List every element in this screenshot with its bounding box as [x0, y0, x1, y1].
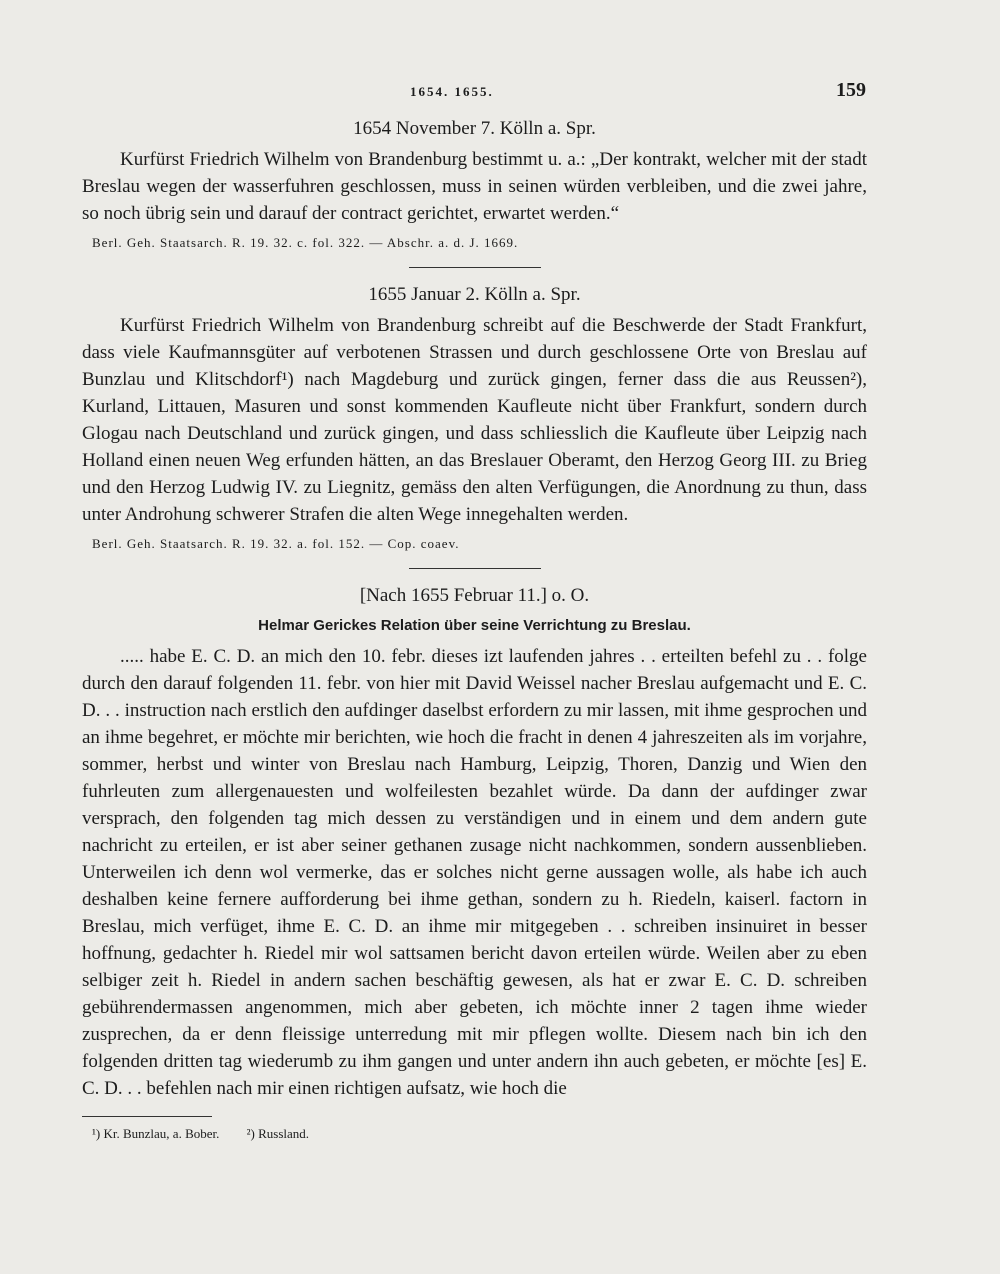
source-citation: Berl. Geh. Staatsarch. R. 19. 32. c. fol. 322. — Abschr. a. d. J. 1669.	[92, 235, 519, 250]
section-divider	[409, 568, 541, 569]
footnote-rule	[82, 1116, 212, 1117]
relation-title: Helmar Gerickes Relation über seine Verrichtung zu Breslau.	[258, 617, 691, 634]
entry-heading: [Nach 1655 Februar 11.] o. O.	[359, 585, 590, 606]
footnote: ²) Russland.	[246, 1126, 310, 1141]
source-citation: Berl. Geh. Staatsarch. R. 19. 32. a. fol. 152. — Cop. coaev.	[92, 536, 460, 551]
page-number: 159	[836, 79, 866, 101]
entry-paragraph: Kurfürst Friedrich Wilhelm von Brandenburg schreibt auf die Beschwerde der Stadt Frankfurt, dass viele Kaufmannsgüter auf verbotenen Strassen und durch geschlossene Orte von Breslau auf Bunzlau und Klitschdorf¹) nach Magdeburg und zurück gingen, ferner dass die aus Reussen²), Kurland, Littauen, Masuren und sonst kommenden Kaufleute nicht über Frankfurt, sondern durch Glogau nach Deutschland und zurück gingen, und dass schliesslich die Kaufleute über Leipzig nach Holland einen neuen Weg erfunden hätten, an das Breslauer Oberamt, den Herzog Georg III. zu Brieg und den Herzog Ludwig IV. zu Liegnitz, gemäss den alten Verfügungen, die Anordnung zu thun, dass unter Androhung schwerer Strafen die alten Wege innegehalten werden.	[82, 315, 867, 525]
footnotes	[82, 1125, 867, 1143]
running-head: 1654. 1655.	[410, 84, 494, 99]
section-divider	[409, 267, 541, 268]
entry-paragraph: ..... habe E. C. D. an mich den 10. febr. dieses izt laufenden jahres . . erteilten befehl zu . . folge durch den darauf folgenden 11. febr. von hier mit David Weissel nacher Breslau aufgemacht und E. C. D. . . instruction nach erstlich den aufdinger daselbst erfordern zu mir lassen, mit ihme gesprochen und an ihme begehret, er möchte mir berichten, wie hoch die fracht in denen 4 jahreszeiten als im vorjahre, sommer, herbst und winter von Breslau nach Hamburg, Leipzig, Thoren, Danzig und Wien den fuhrleuten zum allergenauesten und wolfeilesten bezahlet würde. Da dann der aufdinger zwar versprach, den folgenden tag mich dessen zu verständigen und in einem und dem andern gute nachricht zu erteilen, er ist aber seiner gethanen zusage nicht nachkommen, sondern aussenblieben. Unterweilen ich denn wol vermerke, das er solches nicht gerne aussagen wolle, als habe ich auch deshalben keine fernere aufforderung bei ihme gethan, sondern zu h. Riedeln, kaiserl. factorn in Breslau, mich verfüget, ihme E. C. D. an ihme mir mitgegeben . . schreiben insinuiret in besser hoffnung, gedachter h. Riedel mir wol sattsamen bericht davon erteilen würde. Weilen aber zu eben selbiger zeit h. Riedel in andern sachen beschäftig gewesen, als hat er zwar E. C. D. schreiben gebührendermassen angenommen, mich aber gebeten, ich möchte inner 2 tagen ihme wieder zusprechen, da er denn fleissige unterredung mit mir pflegen wollte. Diesem nach bin ich den folgenden dritten tag wiederumb zu ihm gangen und unter andern ihn auch gebeten, er möchte [es] E. C. D. . . befehlen nach mir einen richtigen aufsatz, wie hoch die	[82, 646, 867, 1099]
entry-paragraph: Kurfürst Friedrich Wilhelm von Brandenburg bestimmt u. a.: „Der kontrakt, welcher mit der stadt Breslau wegen der wasserfuhren geschlossen, muss in seinen würden verbleiben, und die zwei jahre, so noch übrig sein und darauf der contract gerichtet, erwartet werden.“	[82, 149, 867, 224]
footnote: ¹) Kr. Bunzlau, a. Bober.	[92, 1126, 220, 1141]
page-header	[0, 79, 1000, 106]
page-content	[82, 116, 867, 1143]
entry-heading: 1654 November 7. Kölln a. Spr.	[353, 118, 596, 139]
entry-heading: 1655 Januar 2. Kölln a. Spr.	[368, 284, 581, 305]
